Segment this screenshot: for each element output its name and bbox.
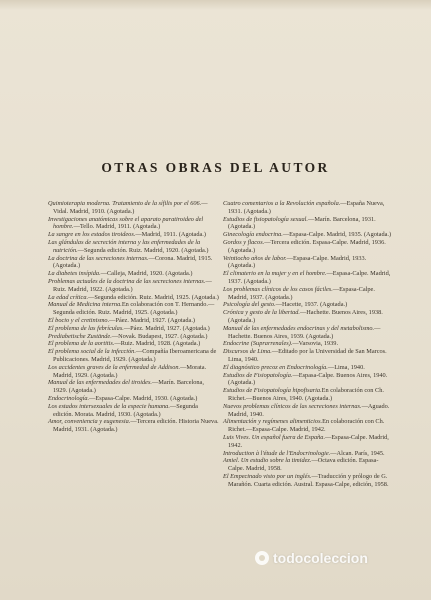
work-title: La doctrina de las secreciones internas. [48,254,149,262]
publication-details: —Aguado. Madrid, 1940. [228,402,390,418]
bibliography-entry [48,216,219,232]
bibliography-entry [48,239,219,255]
publication-details: En colaboración con T. Hernando.—Segunda edición. Ruiz. Madrid, 1925. (Agotada.) [53,301,215,317]
work-title: Endocrinología. [48,394,90,402]
work-title: Manual de las enfermedades endocrinas y del metabolismo. [223,324,375,332]
bibliography-entry [223,418,394,434]
bibliography-entry [223,457,394,473]
work-title: Manual de las enfermedades del tiroides. [48,379,152,387]
publication-details: —Varsovia, 1939. [292,340,339,348]
bibliography-entry [223,286,394,302]
bibliography-entry [223,325,394,341]
bibliography-entry [48,278,219,294]
work-title: Estudios de Fisiopatología. [223,371,293,379]
publication-details: —Tercera edición. Historia Nueva. Madrid, 1931. (Agotada.) [53,418,219,434]
publication-details: —Compañía Iberoamericana de Publicaciones. Madrid, 1929. (Agotada.) [53,348,217,363]
bibliography-entry [48,364,219,380]
bibliography-entry [48,200,219,216]
publication-details: —Alcan. París, 1945. [330,449,385,457]
publication-details: —Tercera edición. Espasa-Calpe. Madrid, 1936. (Agotada.) [228,238,386,254]
publication-details: —Páez. Madrid, 1927. (Agotada.) [123,324,210,332]
work-title: Cuatro comentarios a la Revolución española. [223,200,341,207]
left-column [48,200,219,434]
work-title: El problema de la aortitis. [48,340,115,348]
work-title: Estudios de fisiopatología sexual. [223,215,309,223]
bibliography-entry [223,301,394,309]
publication-details: —Editado por la Universidad de San Marcos. Lima, 1940. [228,348,387,363]
publication-details: —Espasa-Calpe. Madrid, 1937. (Agotada.) [228,270,391,285]
bibliography-entry [223,216,394,232]
publication-details: —Espasa-Calpe. Madrid, 1935. (Agotada.) [282,231,392,239]
publication-details: —Hachette. Buenos Aires, 1938. (Agotada.) [228,309,383,324]
publication-details: —Lima, 1940. [327,363,365,371]
work-title: El diagnóstico precoz en Endocrinología. [223,363,328,371]
right-column [223,200,394,488]
bibliography-entry [48,270,219,278]
bibliography-entry [223,364,394,372]
publication-details: —Novak. Budapest, 1927. (Agotada.) [111,332,208,340]
publication-details: —Espasa-Calpe. Madrid, 1933. (Agotada.) [228,254,367,270]
work-title: Veintiocho años de labor. [223,254,287,262]
work-title: Nuevos problemas clínicos de las secreciones internas. [223,402,362,410]
bibliography-entry [48,255,219,271]
publication-details: —Corona. Madrid, 1915. (Agotada.) [53,254,213,270]
work-title: Investigaciones anatómicas sobre el aparato paratiroideo del hombre. [48,215,204,231]
publication-details: —Marín. Barcelona, 1931. (Agotada.) [228,215,376,231]
bibliography-entry [48,301,219,317]
bibliography-entry [223,239,394,255]
watermark-logo-icon [255,551,269,565]
page-title: OTRAS OBRAS DEL AUTOR [101,160,330,175]
work-title: Los accidentes graves de la enfermedad de Addison. [48,363,181,371]
work-title: La diabetes insípida. [48,270,101,278]
publication-details: —Octava edición. Espasa-Calpe. Madrid, 1958. [228,457,379,473]
publication-details: —Ruiz. Madrid, 1928. (Agotada.) [114,340,201,348]
bibliography-entry [223,403,394,419]
work-title: Alimentación y regímenes alimenticios. [223,418,323,426]
watermark [255,546,425,570]
bibliography-entry [223,340,394,348]
work-title: Amiel. Un estudio sobre la timidez. [223,457,312,465]
bibliography-entry [223,309,394,325]
work-title: Amor, conveniencia y eugenesia. [48,418,131,426]
work-title: Psicología del gesto. [223,301,276,309]
bibliography-entry [223,372,394,388]
work-title: El climaterio en la mujer y en el hombre. [223,270,327,278]
publication-details: —Marín. Barcelona, 1929. (Agotada.) [53,379,204,395]
publication-details: —Segunda edición. Ruiz. Madrid, 1925. (Agotada.) [88,293,219,301]
watermark-text: todocoleccion [273,550,368,566]
work-title: Las glándulas de secreción interna y las enfermedades de la nutrición. [48,238,201,254]
publication-details: —Hacette, 1937. (Agotada.) [275,301,348,309]
bibliography-entry [48,317,219,325]
bibliography-entry [48,403,219,419]
publication-details: —Morata. Madrid, 1929. (Agotada.) [53,363,207,379]
work-title: El Empecinado visto por un inglés. [223,472,312,480]
work-title: La sangre en los estados tiroideos. [48,231,136,239]
work-title: Prediabetische Zustände. [48,332,112,340]
bibliography-entry [48,333,219,341]
work-title: La edad crítica. [48,293,89,301]
work-title: Luis Vives. Un español fuera de España. [223,433,326,441]
work-title: Quimioterapia moderna. Tratamiento de la sífilis por el 606. [48,200,202,207]
work-title: Los estados intersexuales de la especie humana. [48,402,170,410]
work-title: Los problemas clínicos de los casos fáciles. [223,285,333,293]
publication-details: —Calleja, Madrid, 1920. (Agotada.) [100,270,193,278]
publication-details: En colaboración con Ch. Richet.—Espasa-Calpe. Madrid, 1942. [228,418,385,434]
publication-details: —Segunda edición. Morata. Madrid, 1930. (Agotada.) [53,402,198,418]
work-title: El bocio y el cretinismo. [48,316,110,324]
work-title: Manual de Medicina interna. [48,301,122,309]
publication-details: —Hachette. Buenos Aires, 1939. (Agotada.) [228,324,381,340]
bibliography-entry [48,395,219,403]
publication-details: —Vidal. Madrid, 1910. (Agotada.) [53,200,208,215]
work-title: El problema social de la infección. [48,348,136,356]
publication-details: —Segunda edición. Ruiz. Madrid, 1920. (Agotada.) [77,246,209,254]
work-title: Endocrine (Suprarrenales). [223,340,293,348]
bibliography-entry [223,434,394,450]
work-title: El problema de las febrículas. [48,324,124,332]
publication-details: —Espasa-Calpe. Madrid, 1937. (Agotada.) [228,285,375,301]
bibliography-entry [48,294,219,302]
publication-details: —Espasa-Calpe. Madrid, 1930. (Agotada.) [89,394,198,402]
bibliography-entry [223,450,394,458]
work-title: Gordos y flacos. [223,238,265,246]
bibliography-entry [48,418,219,434]
bibliography-entry [48,348,219,364]
work-title: Estudios de Fisiopatología hipofisaria. [223,387,322,395]
bibliography-entry [223,348,394,364]
work-title: Introduction à l'étude de l'Endocrinologie. [223,449,331,457]
bibliography-entry [223,270,394,286]
publication-details: —Espasa-Calpe. Buenos Aires, 1940. (Agotada.) [228,371,388,387]
bibliography-entry [48,325,219,333]
work-title: Crónica y gesto de la libertad. [223,309,300,317]
bibliography-entry [223,200,394,216]
publication-details: —Tello. Madrid, 1911. (Agotada.) [73,223,161,231]
bibliography-entry [48,231,219,239]
publication-details: En colaboración con Ch. Richet.—Buenos Aires, 1940. (Agotada.) [228,387,384,402]
publication-details: —Espasa-Calpe. Madrid, 1942. [228,433,389,449]
publication-details: —Ruiz. Madrid, 1922. (Agotada.) [53,277,212,293]
page-shadow [0,0,431,10]
bibliography-entry [48,379,219,395]
publication-details: —Madrid, 1911. (Agotada.) [135,231,206,239]
publication-details: —Páez. Madrid, 1927. (Agotada.) [109,316,196,324]
bibliography-entry [48,340,219,348]
work-title: Discursos de Lima. [223,348,272,356]
bibliography-entry [223,255,394,271]
publication-details: —Traducción y prólogo de G. Marañón. Cuarta edición. Austral. Espasa-Calpe, edición, 1958. [228,472,389,488]
publication-details: —España Nueva, 1931. (Agotada.) [228,200,385,215]
bibliography-entry [223,473,394,489]
bibliography-entry [223,231,394,239]
work-title: Ginecología endocrina. [223,231,283,239]
work-title: Problemas actuales de la doctrina de las secreciones internas. [48,277,206,285]
bibliography-entry [223,387,394,403]
